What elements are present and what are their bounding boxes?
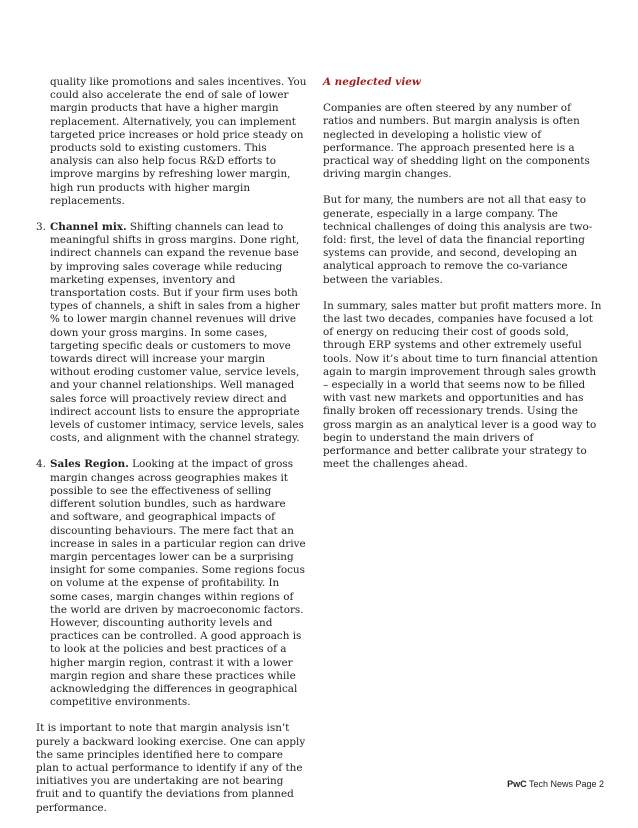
section-heading: A neglected view [323,76,421,88]
list-item-text: Looking at the impact of gross margin changes across geographies makes it possible to see the effectiveness of selling different solution bundles, such as hardware and software, and geographical impacts of discounting behaviours. The mere fact that an increase in sales in a particular region can drive margin percentages lower can be a surprising insight for some companies. Some regions focus on volume at the expense of profitability. In some cases, margin changes within regions of the world are driven by macroeconomic factors. However, discounting authority levels and practices can be controlled. A good approach is to look at the policies and best practices of a higher margin region, contrast it with a lower margin region and share these practices while acknowledging the differences in geographical competitive environments. [50,458,306,709]
closing-paragraph: It is important to note that margin analysis isn’t purely a backward looking exercise. One can apply the same principles identified here to compare plan to actual performance to identify if any of the initiatives you are undertaking are not bearing fruit and to quantify the deviations from planned performance. [36,722,306,814]
list-number: 3. [36,221,46,234]
list-item-title: Sales Region. [50,458,129,471]
list-item-sales-region [36,458,308,709]
paragraph: In summary, sales matter but profit matters more. In the last two decades, companies have focused a lot of energy on reducing their cost of goods sold, through ERP systems and other extremely useful tools. Now it’s about time to turn financial attention again to margin improvement through sales growth – especially in a world that seems now to be filled with vast new markets and opportunities and has finally broken off recessionary trends. Using the gross margin as an analytical lever is a good way to begin to understand the main drivers of performance and better calibrate your strategy to meet the challenges ahead. [323,299,602,471]
right-column [323,76,604,484]
footer-page-label: Tech News Page 2 [526,779,604,789]
list-item-title: Channel mix. [50,221,127,234]
list-item-channel-mix [36,221,308,445]
continued-paragraph: quality like promotions and sales incentives. You could also accelerate the end of sale of lower margin products that have a higher margin replacement. Alternatively, you can implement targeted price increases or hold price steady on products sold to existing customers. This analysis can also help focus R&D efforts to improve margins by refreshing lower margin, high run products with higher margin replacements. [50,76,307,207]
paragraph: But for many, the numbers are not all that easy to generate, especially in a large company. The technical challenges of doing this analysis are two-fold: first, the level of data the financial reporting systems can provide, and second, developing an analytical approach to remove the co-variance between the variables. [323,194,593,286]
page-footer [470,779,604,789]
left-column [36,76,308,828]
footer-brand: PwC [507,779,527,789]
list-item-text: Shifting channels can lead to meaningful shifts in gross margins. Done right, indirect channels can expand the revenue base by improving sales coverage while reducing marketing expenses, inventory and transportation costs. But if your firm uses both types of channels, a shift in sales from a higher % to lower margin channel revenues will drive down your gross margins. In some cases, targeting specific deals or customers to move towards direct will increase your margin without eroding customer value, service levels, and your channel relationships. Well managed sales force will proactively review direct and indirect account lists to ensure the appropriate levels of customer intimacy, service levels, sales costs, and alignment with the channel strategy. [50,221,304,445]
paragraph: Companies are often steered by any number of ratios and numbers. But margin analysis is often neglected in developing a holistic view of performance. The approach presented here is a practical way of shedding light on the components driving margin changes. [323,102,590,181]
list-number: 4. [36,458,46,471]
